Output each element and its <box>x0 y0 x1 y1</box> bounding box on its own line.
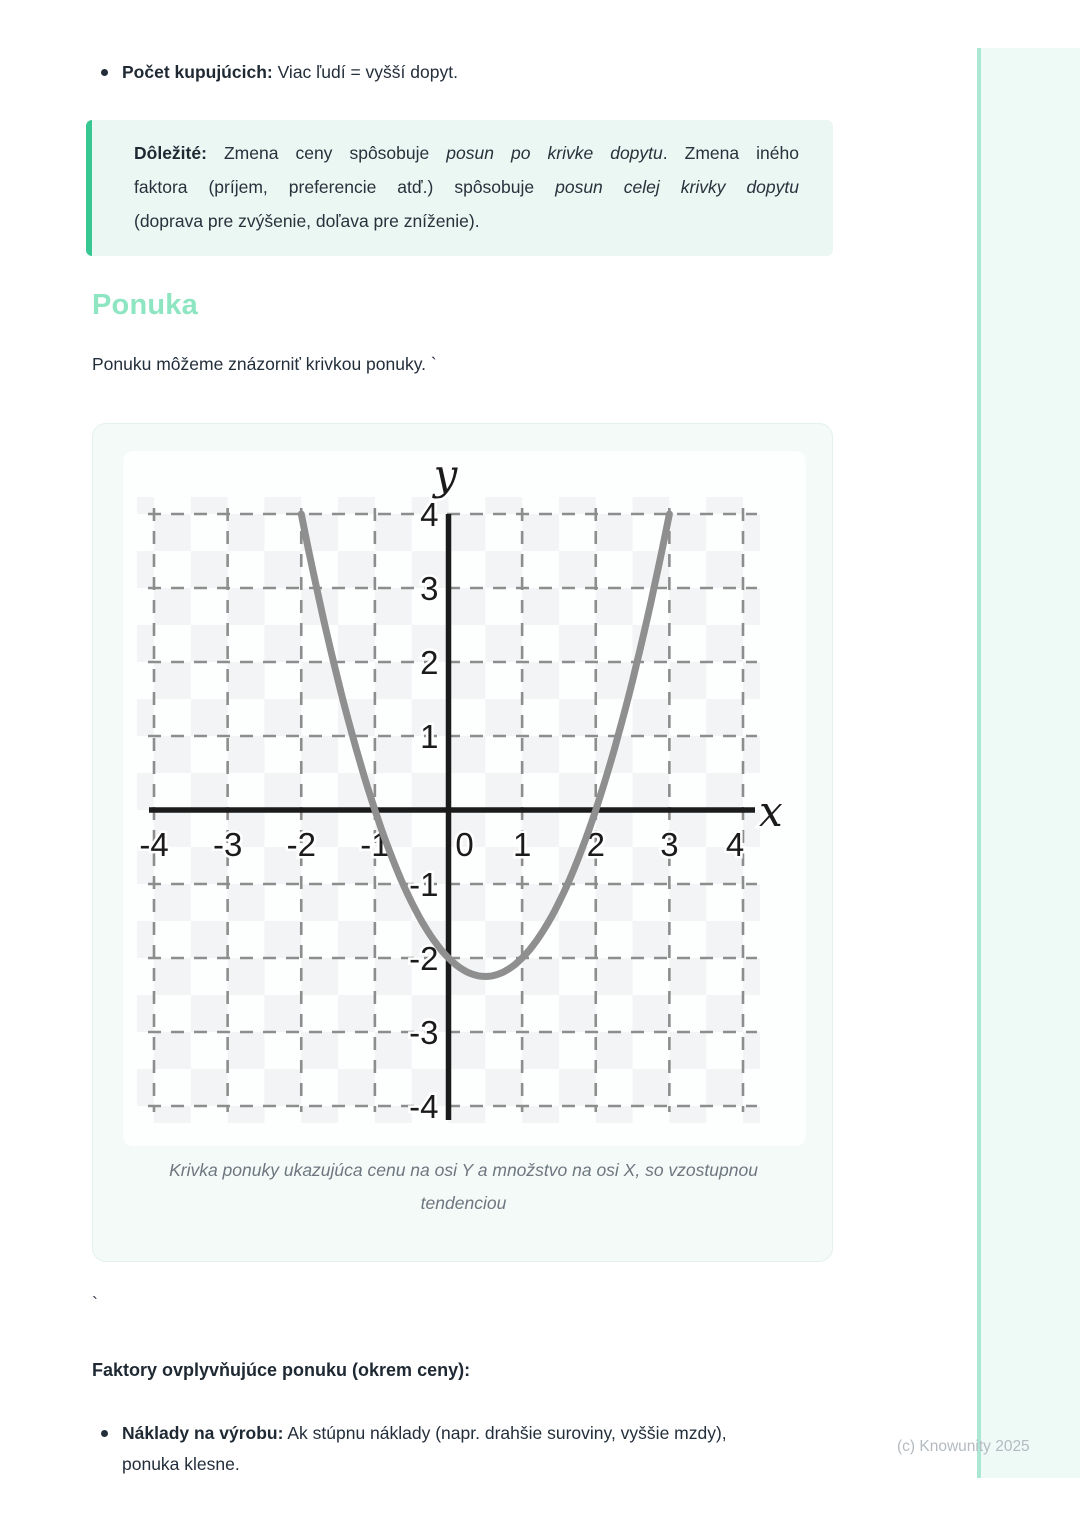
chart-panel <box>123 451 806 1146</box>
bullet-rest: Ak stúpnu náklady (napr. drahšie suroviny, vyššie mzdy), <box>283 1423 727 1443</box>
svg-text:-3: -3 <box>212 826 243 863</box>
svg-text:-2: -2 <box>409 940 439 977</box>
bullet-rest: Viac ľudí = vyšší dopyt. <box>272 62 458 82</box>
bullet-line2: ponuka klesne. <box>122 1454 240 1474</box>
callout-bold-label: Dôležité: <box>134 143 207 163</box>
side-accent-bar <box>977 48 1080 1478</box>
svg-text:1: 1 <box>420 718 439 755</box>
stray-backtick: ` <box>92 1294 98 1314</box>
bullet-bold-label: Náklady na výrobu: <box>122 1423 284 1443</box>
bullet-dot <box>101 1430 108 1437</box>
svg-text:3: 3 <box>660 826 679 863</box>
body-paragraph: Ponuku môžeme znázorniť krivkou ponuky. ` <box>92 354 437 374</box>
callout-line <box>134 204 799 238</box>
svg-text:2: 2 <box>420 644 439 681</box>
callout-text: Zmena ceny spôsobuje <box>206 143 447 163</box>
svg-text:x: x <box>759 787 783 836</box>
svg-text:4: 4 <box>725 826 745 863</box>
figure-caption <box>93 1154 834 1220</box>
bullet-item-naklady <box>92 1418 840 1480</box>
svg-text:3: 3 <box>420 570 439 607</box>
svg-text:-2: -2 <box>286 826 316 863</box>
bullet-dot <box>101 69 108 76</box>
callout-text: . Zmena iného <box>662 143 799 163</box>
svg-text:0: 0 <box>455 826 474 863</box>
callout-line <box>134 170 799 204</box>
svg-text:4: 4 <box>420 496 439 533</box>
supply-curve-chart <box>123 451 806 1151</box>
callout-italic: posun celej krivky dopytu <box>555 177 799 197</box>
callout-italic: posun po krivke dopytu <box>446 143 663 163</box>
figure-caption-text: Krivka ponuky ukazujúca cenu na osi Y a množstvo na osi X, so vzostupnou tendenciou <box>169 1160 758 1213</box>
svg-text:-4: -4 <box>409 1088 439 1125</box>
svg-text:-3: -3 <box>409 1014 439 1051</box>
section-heading-ponuka: Ponuka <box>92 289 198 321</box>
svg-text:1: 1 <box>512 826 532 863</box>
svg-text:-4: -4 <box>139 826 169 863</box>
svg-text:y: y <box>433 451 458 499</box>
svg-text:2: 2 <box>586 826 605 863</box>
callout-text: faktora (príjem, preferencie atď.) spôsobuje <box>134 177 556 197</box>
svg-text:-1: -1 <box>409 866 439 903</box>
bullet-bold-label: Počet kupujúcich: <box>122 62 273 82</box>
important-callout <box>86 120 833 256</box>
figure-card <box>92 423 833 1262</box>
callout-text: (doprava pre zvýšenie, doľava pre zníženie). <box>134 211 480 231</box>
bullet-text <box>92 1418 840 1480</box>
subheading-faktory: Faktory ovplyvňujúce ponuku (okrem ceny): <box>92 1360 471 1380</box>
bullet-item-pocet-kupujucich <box>92 57 840 88</box>
bullet-text <box>92 57 840 88</box>
copyright-note: (c) Knowunity 2025 <box>897 1438 1030 1455</box>
callout-line <box>134 136 799 170</box>
svg-text:-1: -1 <box>360 826 390 863</box>
